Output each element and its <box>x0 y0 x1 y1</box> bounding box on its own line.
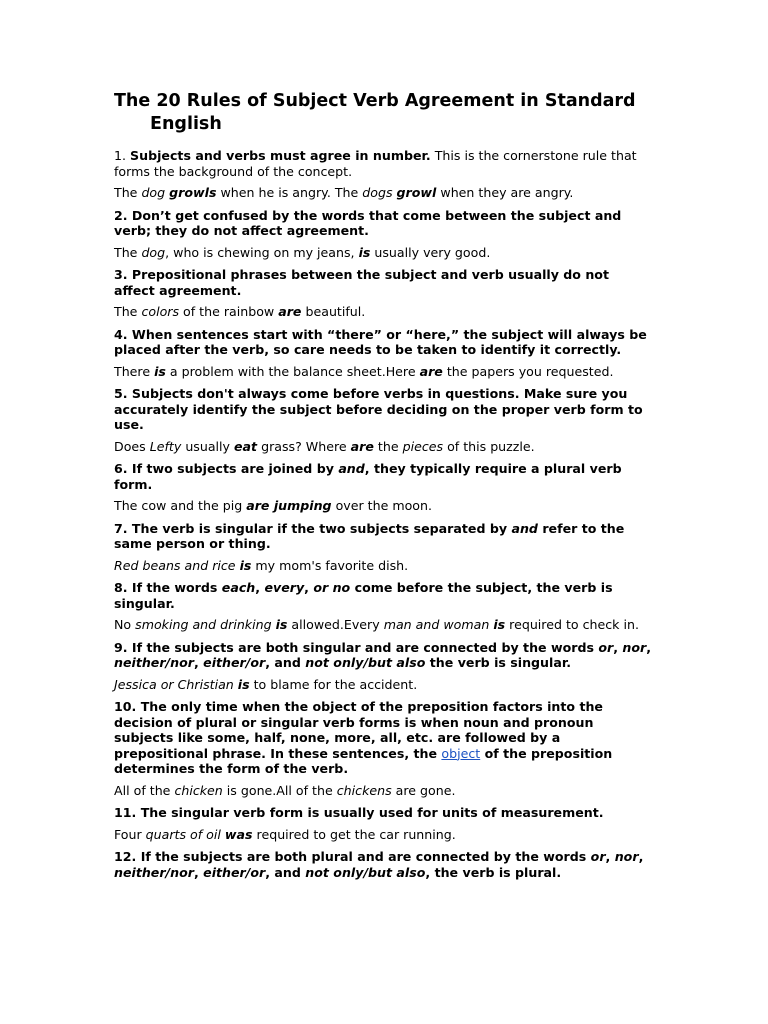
rule-heading <box>114 267 654 298</box>
rule-example <box>114 783 654 799</box>
bold-text: , and <box>265 864 306 880</box>
rule-example <box>114 498 654 514</box>
rule-item <box>114 640 654 693</box>
bold-italic-text: growls <box>169 185 217 200</box>
rule-heading <box>114 580 654 611</box>
bold-italic-text: or <box>598 639 614 655</box>
bold-text: 8. If the words <box>114 580 222 595</box>
italic-text: quarts of oil <box>145 826 221 842</box>
italic-text: Lefty <box>149 438 182 454</box>
rule-item <box>114 849 654 880</box>
plain-text: The cow and the pig <box>114 498 247 513</box>
bold-text: , <box>605 849 615 864</box>
rule-example <box>114 185 654 201</box>
italic-text: man and woman <box>383 617 490 632</box>
rule-number: 1. <box>114 148 127 163</box>
bold-italic-text: or no <box>313 580 351 595</box>
bold-text: , they typically require a plural verb form. <box>114 461 622 492</box>
bold-italic-text: eat <box>234 438 258 454</box>
plain-text: the <box>373 438 403 454</box>
rule-example <box>114 245 654 261</box>
rule-heading <box>114 208 654 239</box>
bold-italic-text: either/or <box>203 655 266 670</box>
rule-item <box>114 386 654 454</box>
bold-italic-text: nor <box>614 849 639 864</box>
bold-italic-text: are <box>419 363 443 379</box>
rules-list <box>114 148 654 880</box>
bold-italic-text: is <box>154 363 166 379</box>
bold-italic-text: is <box>358 244 371 260</box>
bold-italic-text: neither/nor <box>114 864 194 880</box>
bold-text: , <box>194 655 204 670</box>
italic-text: pieces <box>402 438 444 454</box>
italic-text: Jessica or Christian <box>114 676 234 692</box>
bold-italic-text: are <box>350 438 374 454</box>
plain-text: a problem with the balance sheet.Here <box>165 363 420 379</box>
italic-text: chickens <box>336 782 392 798</box>
plain-text: usually <box>181 438 235 454</box>
bold-text: 12. If the subjects are both plural and are connected by the words <box>114 849 591 864</box>
rule-heading <box>114 148 654 179</box>
bold-italic-text: every <box>264 580 305 595</box>
bold-italic-text: are <box>278 304 302 319</box>
italic-text: dog <box>141 244 166 260</box>
bold-italic-text: nor <box>622 639 647 655</box>
bold-text: , <box>613 639 623 655</box>
bold-text: , <box>646 639 652 655</box>
plain-text: No <box>114 617 136 632</box>
rule-item <box>114 208 654 261</box>
rule-item <box>114 805 654 842</box>
bold-italic-text: was <box>224 826 253 842</box>
bold-italic-text: each <box>221 580 256 595</box>
bold-italic-text: or <box>590 849 606 864</box>
rule-item <box>114 521 654 574</box>
bold-text: , <box>255 580 265 595</box>
bold-text: 10. The only time when the object of the preposition factors into the decision of plural or singular verb forms is when noun and pronoun subjects like some, half, none, more, all, etc. are followed by a prepositional phrase. In these sentences, the <box>114 699 603 761</box>
bold-text: come before the subject, the verb is singular. <box>114 580 613 611</box>
rule-example <box>114 827 654 843</box>
plain-text: grass? Where <box>257 438 351 454</box>
bold-text: , <box>304 580 314 595</box>
rule-example <box>114 304 654 320</box>
rule-heading <box>114 640 654 671</box>
plain-text: usually very good. <box>370 244 491 260</box>
plain-text: The <box>114 185 142 200</box>
rule-item <box>114 580 654 633</box>
rule-example <box>114 364 654 380</box>
bold-text: 9. If the subjects are both singular and are connected by the words <box>114 639 599 655</box>
plain-text: my mom's favorite dish. <box>251 557 409 573</box>
bold-text: , <box>638 849 644 864</box>
plain-text: Four <box>114 826 146 842</box>
plain-text: The <box>114 304 142 319</box>
plain-text: beautiful. <box>301 304 366 319</box>
plain-text: when they are angry. <box>436 185 574 200</box>
rule-heading-bold: Subjects and verbs must agree in number. <box>130 148 431 163</box>
plain-text: , who is chewing on my jeans, <box>165 244 359 260</box>
bold-italic-text: growl <box>396 185 437 200</box>
rule-item <box>114 327 654 380</box>
bold-text: , the verb is plural. <box>425 864 562 880</box>
plain-text: when he is angry. The <box>216 185 363 200</box>
italic-text: colors <box>141 304 180 319</box>
plain-text: is gone.All of the <box>222 782 337 798</box>
plain-text: allowed.Every <box>287 617 384 632</box>
bold-italic-text: and <box>338 461 365 476</box>
rule-example <box>114 558 654 574</box>
bold-italic-text: is <box>239 557 252 573</box>
bold-text: , <box>194 864 204 880</box>
plain-text: Does <box>114 438 150 454</box>
bold-text: 5. Subjects don't always come before verbs in questions. Make sure you accurately identify the subject before deciding on the proper verb form to use. <box>114 386 643 432</box>
plain-text: required to check in. <box>505 617 639 632</box>
bold-text: 6. If two subjects are joined by <box>114 461 339 476</box>
bold-text: the verb is singular. <box>425 655 572 670</box>
rule-heading <box>114 699 654 777</box>
rule-heading <box>114 386 654 433</box>
plain-text: are gone. <box>391 782 456 798</box>
bold-italic-text: and <box>511 520 538 536</box>
bold-text: 2. Don’t get confused by the words that come between the subject and verb; they do not affect agreement. <box>114 207 622 238</box>
rule-example <box>114 439 654 455</box>
bold-italic-text: neither/nor <box>114 655 194 670</box>
rule-item <box>114 267 654 320</box>
bold-text: 3. Prepositional phrases between the subject and verb usually do not affect agreement. <box>114 267 609 298</box>
plain-text: The <box>114 244 142 260</box>
plain-text: required to get the car running. <box>252 826 456 842</box>
bold-text: refer to the same person or thing. <box>114 520 625 551</box>
bold-text: of the preposition determines the form of the verb. <box>114 745 613 776</box>
italic-text: dogs <box>362 185 393 200</box>
bold-italic-text: not only/but also <box>305 655 426 670</box>
italic-text: chicken <box>174 782 223 798</box>
bold-italic-text: is <box>275 617 288 632</box>
bold-italic-text: not only/but also <box>305 864 426 880</box>
plain-text: All of the <box>114 782 175 798</box>
rule-heading <box>114 327 654 358</box>
object-link[interactable]: object <box>441 745 481 761</box>
document-page <box>114 90 654 886</box>
plain-text: of this puzzle. <box>443 438 535 454</box>
rule-example <box>114 617 654 633</box>
rule-example <box>114 677 654 693</box>
bold-text: 11. The singular verb form is usually used for units of measurement. <box>114 805 604 820</box>
bold-text: 4. When sentences start with “there” or “here,” the subject will always be placed after the verb, so care needs to be taken to identify it correctly. <box>114 326 647 357</box>
bold-italic-text: are jumping <box>246 498 332 513</box>
italic-text: dog <box>141 185 166 200</box>
plain-text: of the rainbow <box>179 304 279 319</box>
bold-italic-text: either/or <box>203 864 266 880</box>
plain-text: There <box>114 363 155 379</box>
rule-heading-rest: This is the cornerstone rule that forms the background of the concept. <box>114 148 637 179</box>
rule-heading <box>114 521 654 552</box>
rule-heading <box>114 461 654 492</box>
bold-italic-text: is <box>237 676 250 692</box>
italic-text: smoking and drinking <box>135 617 272 632</box>
bold-italic-text: is <box>493 617 506 632</box>
plain-text: to blame for the accident. <box>249 676 418 692</box>
rule-heading <box>114 849 654 880</box>
plain-text: over the moon. <box>331 498 433 513</box>
bold-text: 7. The verb is singular if the two subjects separated by <box>114 520 512 536</box>
italic-text: Red beans and rice <box>114 557 236 573</box>
rule-heading <box>114 805 654 821</box>
page-title: The 20 Rules of Subject Verb Agreement in Standard English <box>114 91 636 134</box>
rule-item <box>114 461 654 514</box>
bold-text: , and <box>265 655 306 670</box>
plain-text: the papers you requested. <box>442 363 614 379</box>
rule-item <box>114 699 654 798</box>
rule-item <box>114 148 654 201</box>
